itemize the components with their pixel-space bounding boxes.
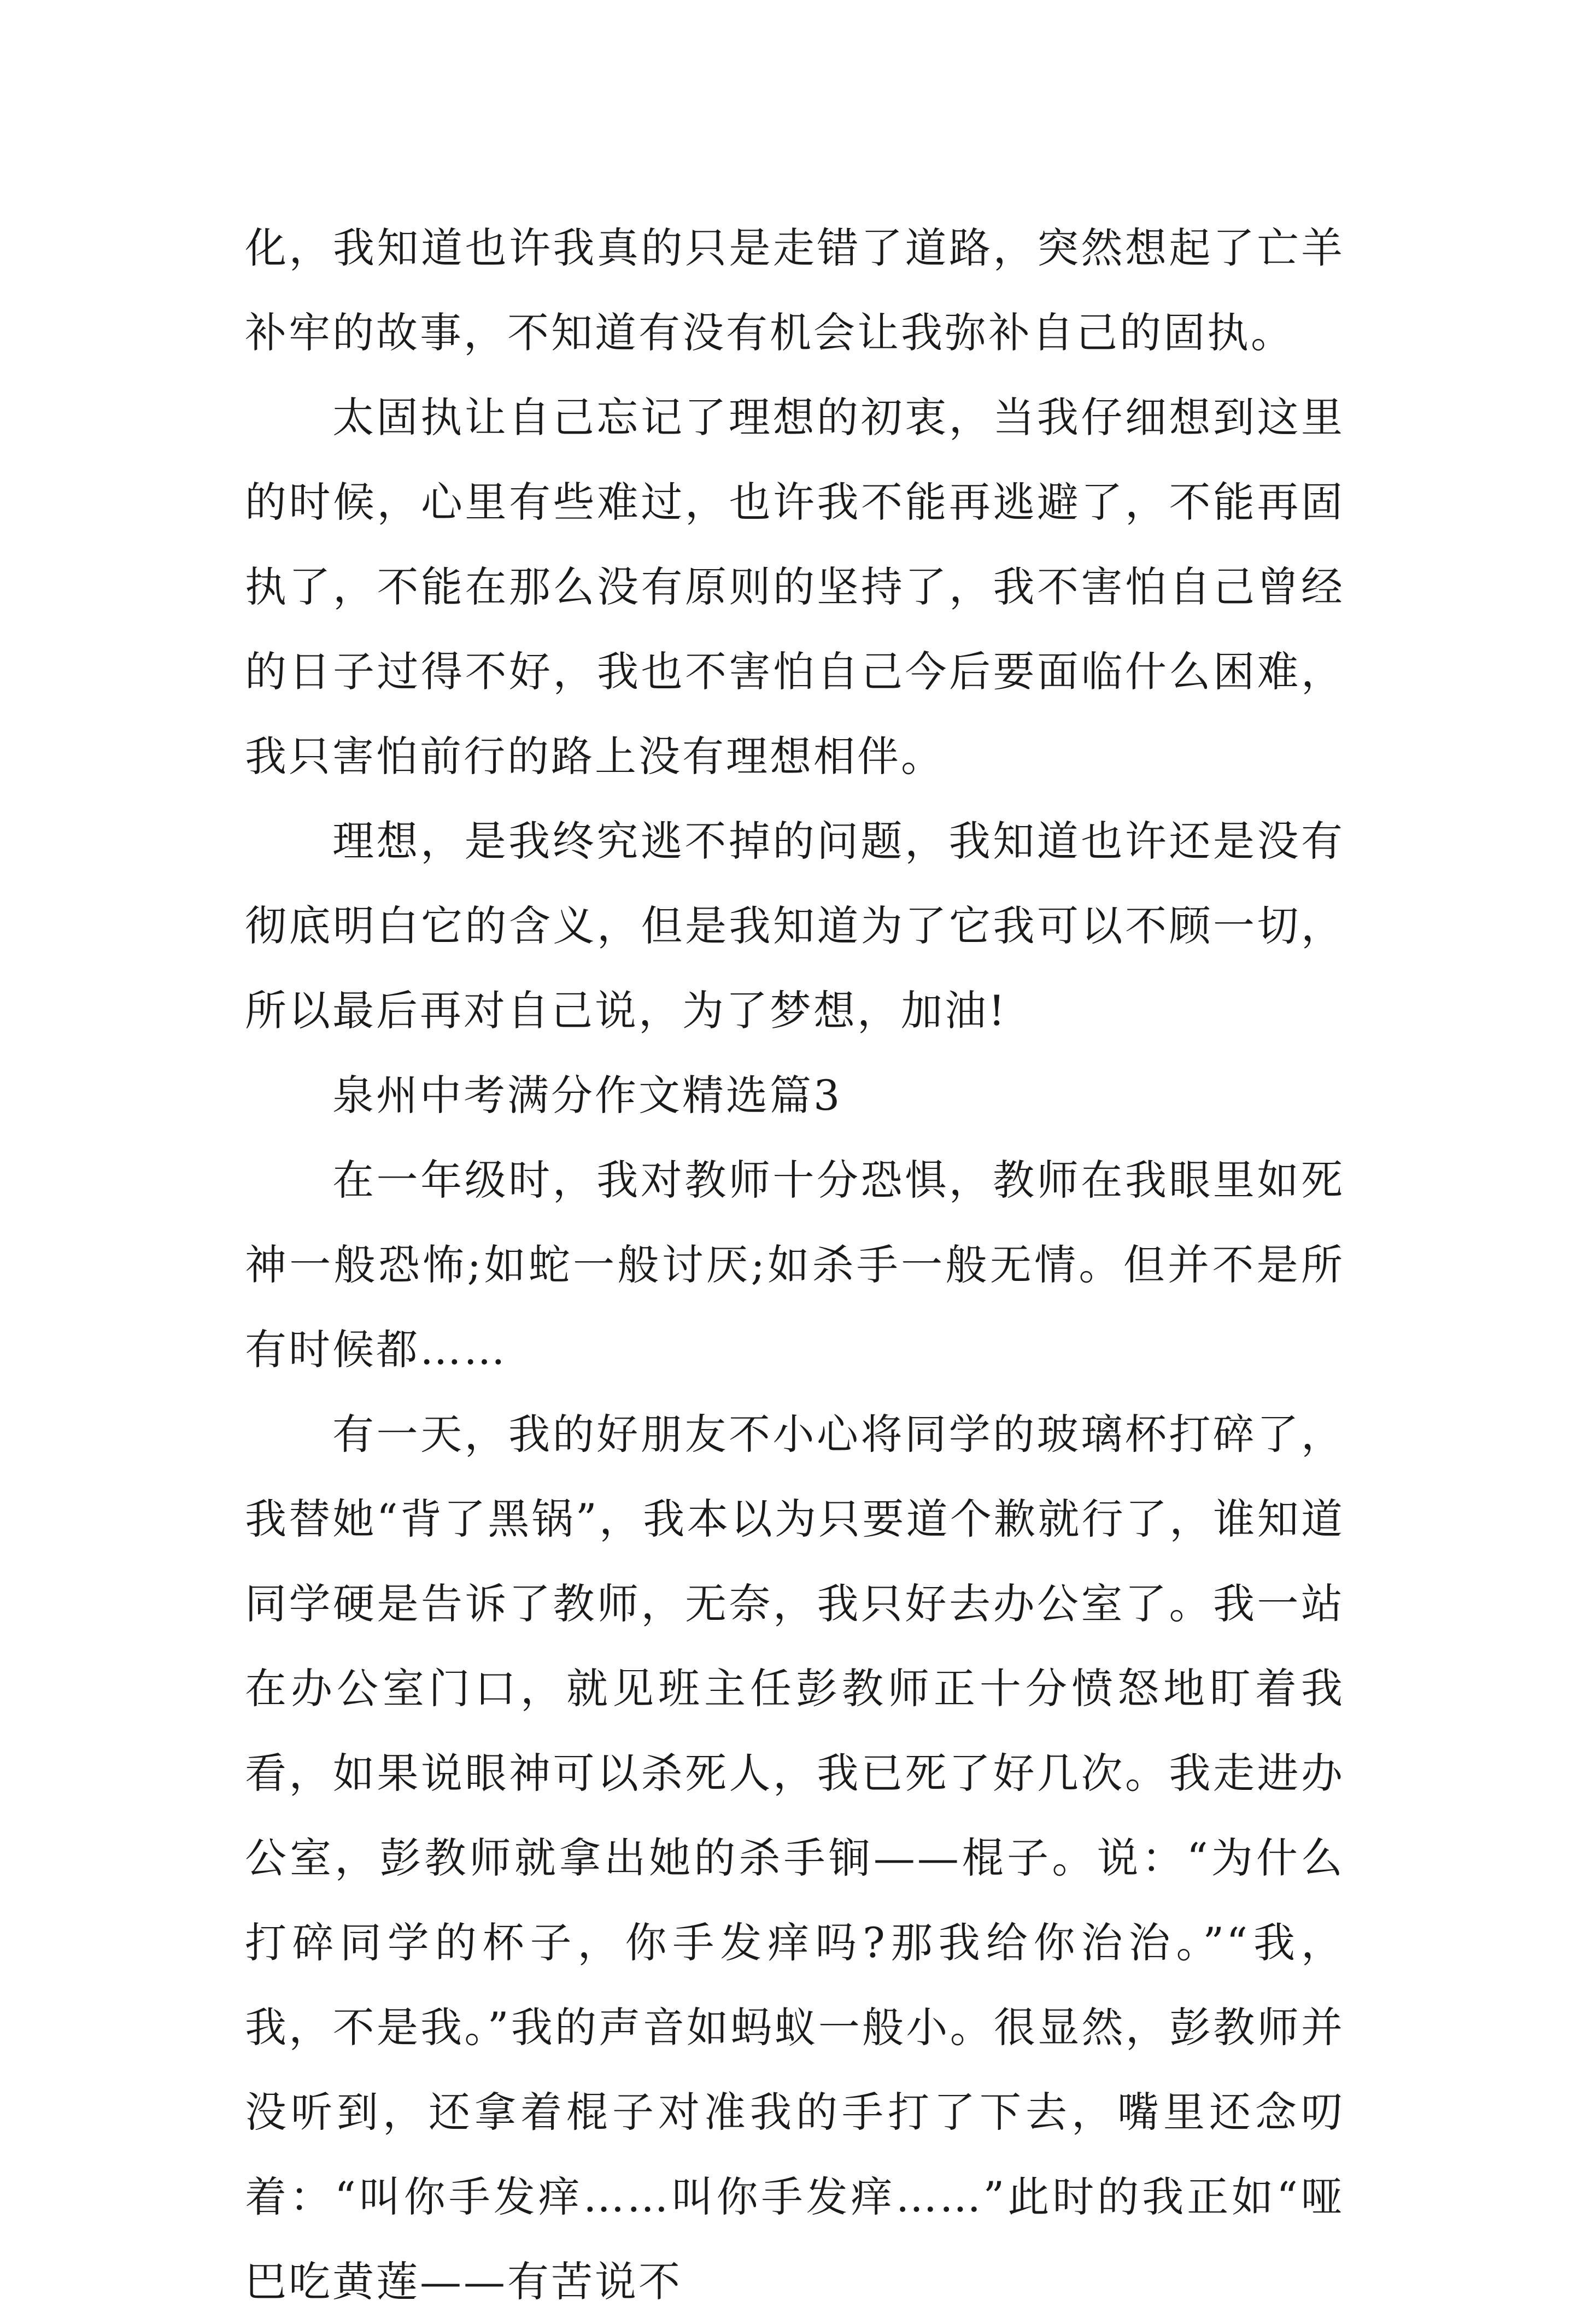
paragraph-2: 太固执让自己忘记了理想的初衷，当我仔细想到这里的时候，心里有些难过，也许我不能再逃避了，不能再固执了，不能在那么没有原则的坚持了，我不害怕自己曾经的日子过得不好，我也不害怕自己今后要面临什么困难，我只害怕前行的路上没有理想相伴。 <box>245 393 1345 781</box>
essay-text <box>245 206 1345 2324</box>
paragraph-5: 有一天，我的好朋友不小心将同学的玻璃杯打碎了，我替她“背了黑锅”，我本以为只要道个歉就行了，谁知道同学硬是告诉了教师，无奈，我只好去办公室了。我一站在办公室门口，就见班主任彭教师正十分愤怒地盯着我看，如果说眼神可以杀死人，我已死了好几次。我走进办公室，彭教师就拿出她的杀手锏——棍子。说：“为什么打碎同学的杯子，你手发痒吗?那我给你治治。”“我，我，不是我。”我的声音如蚂蚁一般小。很显然，彭教师并没听到，还拿着棍子对准我的手打了下去，嘴里还念叨着：“叫你手发痒……叫你手发痒……”此时的我正如“哑巴吃黄莲——有苦说不 <box>245 1410 1345 2306</box>
paragraph-4: 在一年级时，我对教师十分恐惧，教师在我眼里如死神一般恐怖;如蛇一般讨厌;如杀手一般无情。但并不是所有时候都…… <box>245 1156 1345 1374</box>
paragraph-3: 理想，是我终究逃不掉的问题，我知道也许还是没有彻底明白它的含义，但是我知道为了它我可以不顾一切，所以最后再对自己说，为了梦想，加油! <box>245 817 1345 1035</box>
paragraph-1: 化，我知道也许我真的只是走错了道路，突然想起了亡羊补牢的故事，不知道有没有机会让我弥补自己的固执。 <box>245 224 1345 357</box>
section-heading: 泉州中考满分作文精选篇3 <box>332 1071 842 1120</box>
